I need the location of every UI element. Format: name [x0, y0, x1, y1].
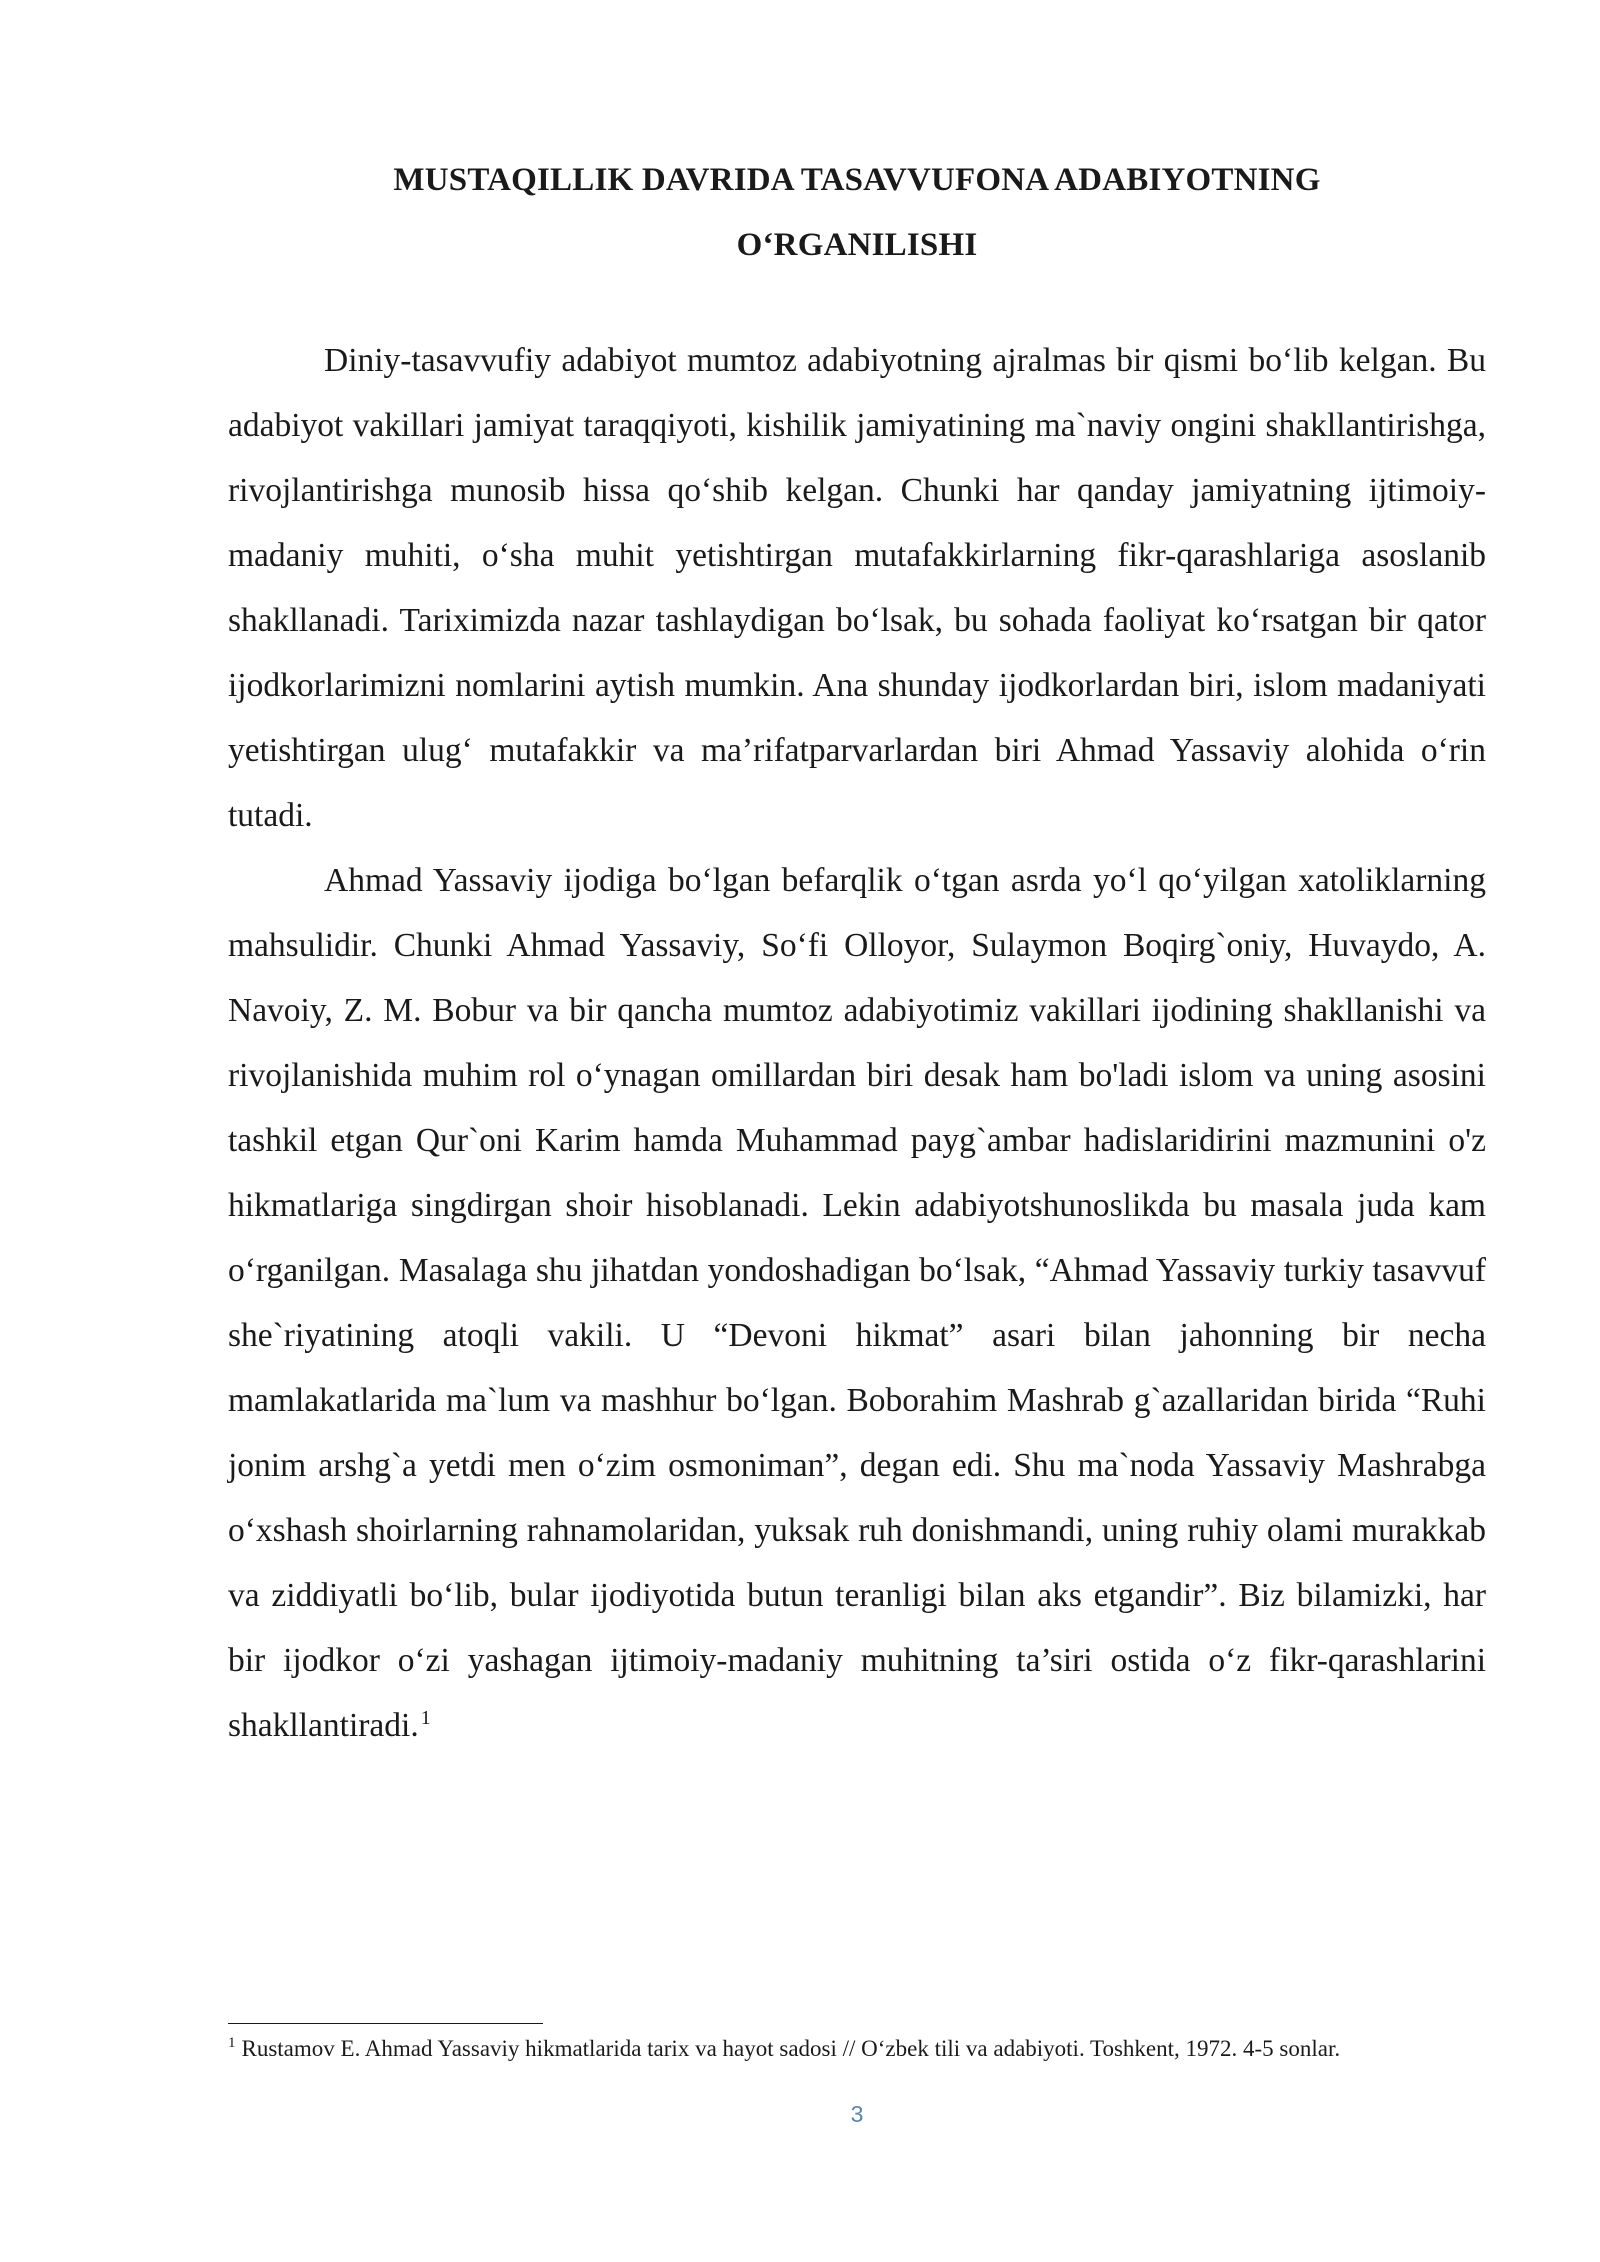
paragraph-2 [228, 848, 1486, 1758]
body-text [228, 328, 1486, 1758]
footnote-number: 1 [228, 2035, 236, 2052]
title-line-2: O‘RGANILISHI [736, 227, 978, 263]
paragraph-1: Diniy-tasavvufiy adabiyot mumtoz adabiyotning ajralmas bir qismi bo‘lib kelgan. Bu adabiyot vakillari jamiyat taraqqiyoti, kishilik jamiyatining ma`naviy ongini shakllantirishga, rivojlantirishga munosib hissa qo‘shib kelgan. Chunki har qanday jamiyatning ijtimoiy-madaniy muhiti, o‘sha muhit yetishtirgan mutafakkirlarning fikr-qarashlariga asoslanib shakllanadi. Tariximizda nazar tashlaydigan bo‘lsak, bu sohada faoliyat ko‘rsatgan bir qator ijodkorlarimizni nomlarini aytish mumkin. Ana shunday ijodkorlardan biri, islom madaniyati yetishtirgan ulug‘ mutafakkir va ma’rifatparvarlardan biri Ahmad Yassaviy alohida o‘rin tutadi. [228, 342, 1486, 834]
paragraph-2-text: Ahmad Yassaviy ijodiga bo‘lgan befarqlik o‘tgan asrda yo‘l qo‘yilgan xatoliklarning mahsulidir. Chunki Ahmad Yassaviy, So‘fi Olloyor, Sulaymon Boqirg`oniy, Huvaydo, A. Navoiy, Z. M. Bobur va bir qancha mumtoz adabiyotimiz vakillari ijodining shakllanishi va rivojlanishida muhim rol o‘ynagan omillardan biri desak ham bo'ladi islom va uning asosini tashkil etgan Qur`oni Karim hamda Muhammad payg`ambar hadislaridirini mazmunini o'z hikmatlariga singdirgan shoir hisoblanadi. Lekin adabiyotshunoslikda bu masala juda kam o‘rganilgan. Masalaga shu jihatdan yondoshadigan bo‘lsak, “Ahmad Yassaviy turkiy tasavvuf she`riyatining atoqli vakili. U “Devoni hikmat” asari bilan jahonning bir necha mamlakatlarida ma`lum va mashhur bo‘lgan. Boborahim Mashrab g`azallaridan birida “Ruhi jonim arshg`a yetdi men o‘zim osmoniman”, degan edi. Shu ma`noda Yassaviy Mashrabga o‘xshash shoirlarning rahnamolaridan, yuksak ruh donishmandi, uning ruhiy olami murakkab va ziddiyatli bo‘lib, bular ijodiyotida butun teranligi bilan aks etgandir”. Biz bilamizki, har bir ijodkor o‘zi yashagan ijtimoiy-madaniy muhitning ta’siri ostida o‘z fikr-qarashlarini shakllantiradi. [228, 862, 1486, 1744]
page-title [228, 148, 1486, 278]
footnote-separator [228, 2023, 543, 2024]
footnote [228, 2034, 1486, 2064]
footnote-reference[interactable]: 1 [420, 1706, 431, 1729]
page-number: 3 [850, 2101, 864, 2127]
title-line-1: MUSTAQILLIK DAVRIDA TASAVVUFONA ADABIYOTNING [393, 162, 1321, 198]
footnote-text: Rustamov E. Ahmad Yassaviy hikmatlarida tarix va hayot sadosi // O‘zbek tili va adabiyoti. Toshkent, 1972. 4-5 sonlar. [241, 2036, 1341, 2061]
